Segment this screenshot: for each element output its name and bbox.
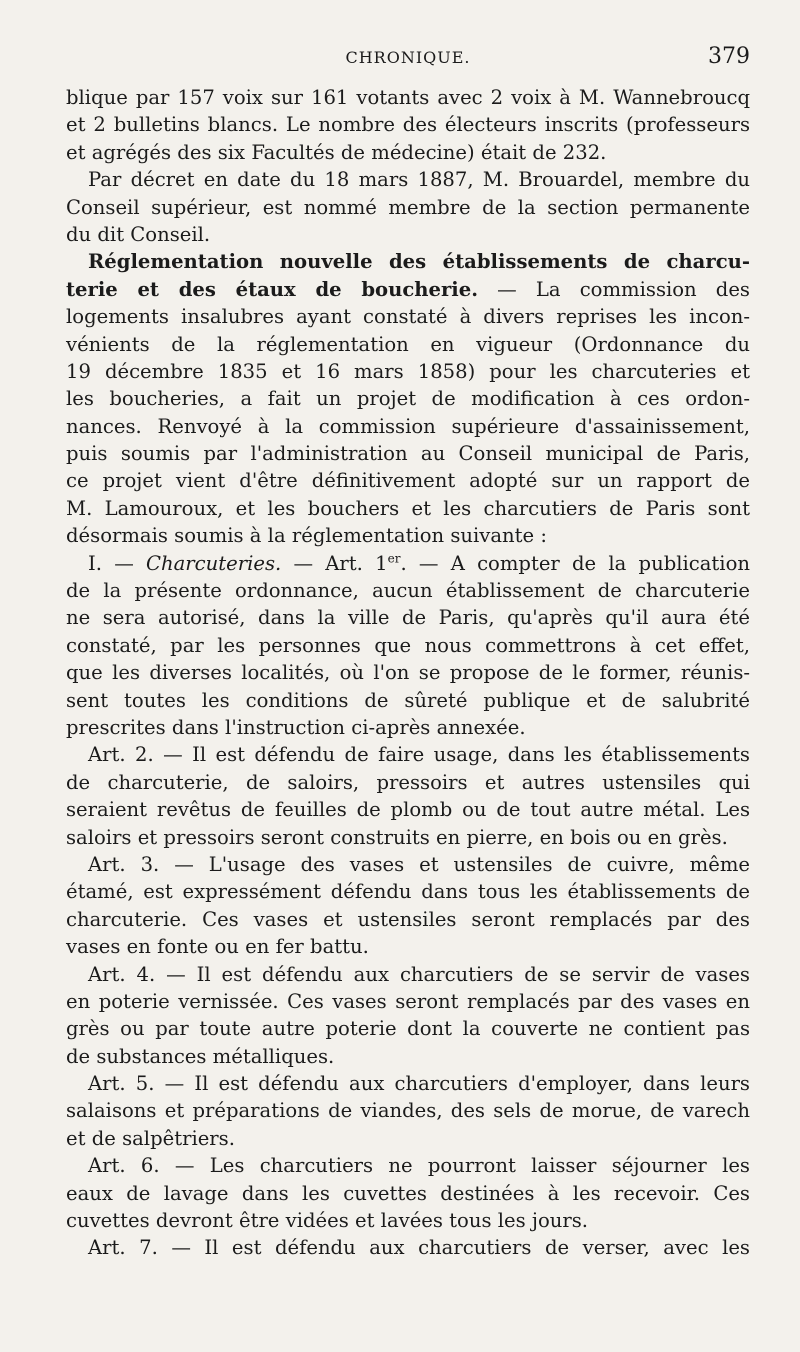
- text-line: puis soumis par l'administration au Conseil municipal de Paris,: [66, 442, 750, 466]
- text-line: de charcuterie, de saloirs, pressoirs et autres ustensiles qui: [66, 770, 750, 794]
- text-line: vénients de la réglementation en vigueur (Ordonnance du: [66, 332, 750, 356]
- text-span: I. —: [88, 551, 147, 575]
- page-number: 379: [708, 44, 750, 69]
- text-line: Art. 7. — Il est défendu aux charcutiers de verser, avec les: [88, 1236, 750, 1260]
- article-1-line: [66, 550, 750, 577]
- text-line: grès ou par toute autre poterie dont la couverte ne contient pas: [66, 1017, 750, 1041]
- text-line: Par décret en date du 18 mars 1887, M. Brouardel, membre du: [88, 168, 750, 192]
- body-text: [66, 84, 750, 1262]
- text-line: Art. 2. — Il est défendu de faire usage, dans les établissements: [88, 743, 750, 767]
- text-line: de la présente ordonnance, aucun établissement de charcuterie: [66, 579, 750, 603]
- text-line: Art. 3. — L'usage des vases et ustensiles de cuivre, même: [88, 852, 750, 876]
- section-heading-end: terie et des étaux de boucherie.: [66, 277, 479, 301]
- text-line: désormais soumis à la réglementation suivante :: [66, 524, 547, 548]
- text-span: — La commission des: [478, 277, 750, 301]
- text-line: prescrites dans l'instruction ci-après annexée.: [66, 715, 526, 739]
- text-line: et agrégés des six Facultés de médecine) était de 232.: [66, 140, 607, 164]
- text-line: Conseil supérieur, est nommé membre de la section permanente: [66, 195, 750, 219]
- text-line: constaté, par les personnes que nous commettrons à cet effet,: [66, 633, 750, 657]
- text-line: les boucheries, a fait un projet de modification à ces ordon-: [66, 387, 750, 411]
- section-heading: Réglementation nouvelle des établissements de charcu-: [88, 250, 750, 274]
- italic-heading: Charcuteries.: [146, 551, 282, 575]
- text-line: logements insalubres ayant constaté à divers reprises les incon-: [66, 305, 750, 329]
- text-line: eaux de lavage dans les cuvettes destinées à les recevoir. Ces: [66, 1181, 750, 1205]
- text-line: blique par 157 voix sur 161 votants avec 2 voix à M. Wannebroucq: [66, 86, 750, 109]
- text-line: de substances métalliques.: [66, 1044, 335, 1068]
- text-span: . — A compter de la publication: [400, 551, 750, 575]
- text-line: ne sera autorisé, dans la ville de Paris, qu'après qu'il aura été: [66, 606, 750, 630]
- text-line: et de salpêtriers.: [66, 1126, 235, 1150]
- text-line: salaisons et préparations de viandes, des sels de morue, de varech: [66, 1099, 750, 1123]
- text-line: Art. 5. — Il est défendu aux charcutiers d'employer, dans leurs: [88, 1072, 750, 1096]
- text-line: nances. Renvoyé à la commission supérieure d'assainissement,: [66, 414, 750, 438]
- text-line: ce projet vient d'être définitivement adopté sur un rapport de: [66, 469, 750, 493]
- text-line: charcuterie. Ces vases et ustensiles seront remplacés par des: [66, 907, 750, 931]
- page-header: [66, 44, 750, 74]
- text-line: en poterie vernissée. Ces vases seront remplacés par des vases en: [66, 989, 750, 1013]
- text-line: du dit Conseil.: [66, 222, 211, 246]
- running-title: CHRONIQUE.: [345, 48, 471, 67]
- text-line: 19 décembre 1835 et 16 mars 1858) pour les charcuteries et: [66, 359, 750, 383]
- text-line: Art. 4. — Il est défendu aux charcutiers de se servir de vases: [88, 962, 750, 986]
- text-line: [66, 276, 750, 303]
- text-line: cuvettes devront être vidées et lavées tous les jours.: [66, 1209, 589, 1233]
- text-line: saloirs et pressoirs seront construits en pierre, en bois ou en grès.: [66, 825, 728, 849]
- text-line: M. Lamouroux, et les bouchers et les charcutiers de Paris sont: [66, 496, 750, 520]
- text-line: sent toutes les conditions de sûreté publique et de salubrité: [66, 688, 750, 712]
- text-line: et 2 bulletins blancs. Le nombre des électeurs inscrits (professeurs: [66, 113, 750, 137]
- text-line: seraient revêtus de feuilles de plomb ou de tout autre métal. Les: [66, 798, 750, 822]
- text-line: étamé, est expressément défendu dans tous les établissements de: [66, 880, 750, 904]
- text-line: Art. 6. — Les charcutiers ne pourront laisser séjourner les: [88, 1154, 750, 1178]
- superscript: er: [387, 551, 401, 566]
- text-line: que les diverses localités, où l'on se propose de le former, réunis-: [66, 661, 750, 685]
- text-span: — Art. 1: [281, 551, 388, 575]
- text-line: vases en fonte ou en fer battu.: [66, 935, 369, 959]
